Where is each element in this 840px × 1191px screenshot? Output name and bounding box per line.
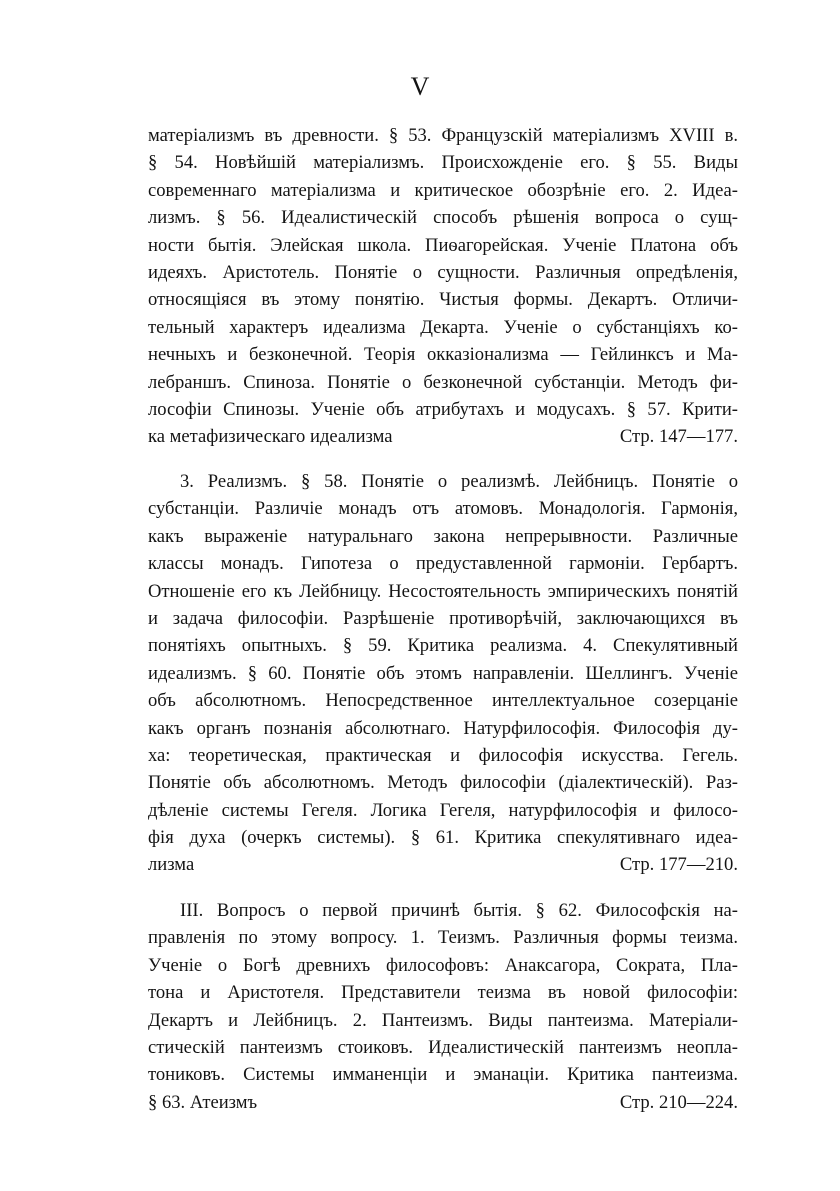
- text-line: нечныхъ и безконечной. Теорія окказіонализма — Гейлинксъ и Ма-: [148, 344, 738, 366]
- text-line: III. Вопросъ о первой причинѣ бытія. § 62. Философскія на-: [180, 900, 738, 921]
- text-line: лебраншъ. Спиноза. Понятіе о безконечной субстанціи. Методъ фи-: [148, 371, 738, 393]
- text-line: какъ выраженіе натуральнаго закона непрерывности. Различные: [148, 525, 738, 547]
- text-line: дѣленіе системы Гегеля. Логика Гегеля, натурфилософія и филосо-: [148, 799, 738, 821]
- text-line: объ абсолютномъ. Непосредственное интеллектуальное созерцаніе: [148, 690, 738, 712]
- text-line: субстанціи. Различіе монадъ отъ атомовъ. Монадологія. Гармонія,: [148, 498, 738, 520]
- text-line: классы монадъ. Гипотеза о предуставленной гармоніи. Гербартъ.: [148, 553, 738, 575]
- text-line: Понятіе объ абсолютномъ. Методъ философіи (діалектическій). Раз-: [148, 772, 738, 794]
- text-line: идеяхъ. Аристотель. Понятіе о сущности. Различныя опредѣленія,: [148, 261, 738, 283]
- last-line-text: § 63. Атеизмъ: [148, 1091, 258, 1113]
- text-line: ха: теоретическая, практическая и философія искусства. Гегель.: [148, 744, 738, 766]
- text-line: правленія по этому вопросу. 1. Теизмъ. Различныя формы теизма.: [148, 927, 738, 949]
- text-line: тельный характеръ идеализма Декарта. Ученіе о субстанціяхъ ко-: [148, 316, 738, 338]
- page-range: Стр. 210—224.: [619, 1091, 738, 1113]
- text-line: Декартъ и Лейбницъ. 2. Пантеизмъ. Виды пантеизма. Матеріали-: [148, 1009, 738, 1031]
- text-line: тониковъ. Системы имманенціи и эманаціи. Критика пантеизма.: [148, 1064, 738, 1086]
- text-line: современнаго матеріализма и критическое обозрѣніе его. 2. Идеа-: [148, 179, 738, 201]
- text-line: Отношеніе его къ Лейбницу. Несостоятельность эмпирическихъ понятій: [148, 580, 738, 602]
- text-line: идеализмъ. § 60. Понятіе объ этомъ направленіи. Шеллингъ. Ученіе: [148, 662, 738, 684]
- text-line-last: [148, 851, 738, 878]
- text-line: ности бытія. Элейская школа. Пиѳагорейская. Ученіе Платона объ: [148, 234, 738, 256]
- toc-section-materialism-idealism: [148, 122, 738, 451]
- text-line: фія духа (очеркъ системы). § 61. Критика спекулятивнаго идеа-: [148, 827, 738, 849]
- toc-section-first-cause: [148, 897, 738, 1116]
- last-line-text: ка метафизическаго идеализма: [148, 426, 393, 448]
- last-line-text: лизма: [148, 854, 195, 876]
- text-line: 3. Реализмъ. § 58. Понятіе о реализмѣ. Лейбницъ. Понятіе о: [180, 471, 738, 492]
- page-range: Стр. 147—177.: [619, 426, 738, 448]
- text-line: относящіяся въ этому понятію. Чистыя формы. Декартъ. Отличи-: [148, 289, 738, 311]
- text-line: лизмъ. § 56. Идеалистическій способъ рѣшенія вопроса о сущ-: [148, 207, 738, 229]
- text-line: какъ органъ познанія абсолютнаго. Натурфилософія. Философія ду-: [148, 717, 738, 739]
- text-line: и задача философіи. Разрѣшеніе противорѣчій, заключающихся въ: [148, 607, 738, 629]
- text-line: Ученіе о Богѣ древнихъ философовъ: Анаксагора, Сократа, Пла-: [148, 954, 738, 976]
- page-number: V: [410, 72, 430, 101]
- text-line: матеріализмъ въ древности. § 53. Французскій матеріализмъ XVIII в.: [148, 125, 738, 146]
- text-line: понятіяхъ опытныхъ. § 59. Критика реализма. 4. Спекулятивный: [148, 635, 738, 657]
- page-range: Стр. 177—210.: [619, 854, 738, 876]
- text-line-last: [148, 423, 738, 450]
- toc-section-realism: [148, 468, 738, 879]
- text-line: § 54. Новѣйшій матеріализмъ. Происхожденіе его. § 55. Виды: [148, 152, 738, 174]
- text-line: лософіи Спинозы. Ученіе объ атрибутахъ и модусахъ. § 57. Крити-: [148, 398, 738, 420]
- text-line: стическій пантеизмъ стоиковъ. Идеалистическій пантеизмъ неопла-: [148, 1036, 738, 1058]
- text-line-last: [148, 1089, 738, 1116]
- text-line: тона и Аристотеля. Представители теизма въ новой философіи:: [148, 982, 738, 1004]
